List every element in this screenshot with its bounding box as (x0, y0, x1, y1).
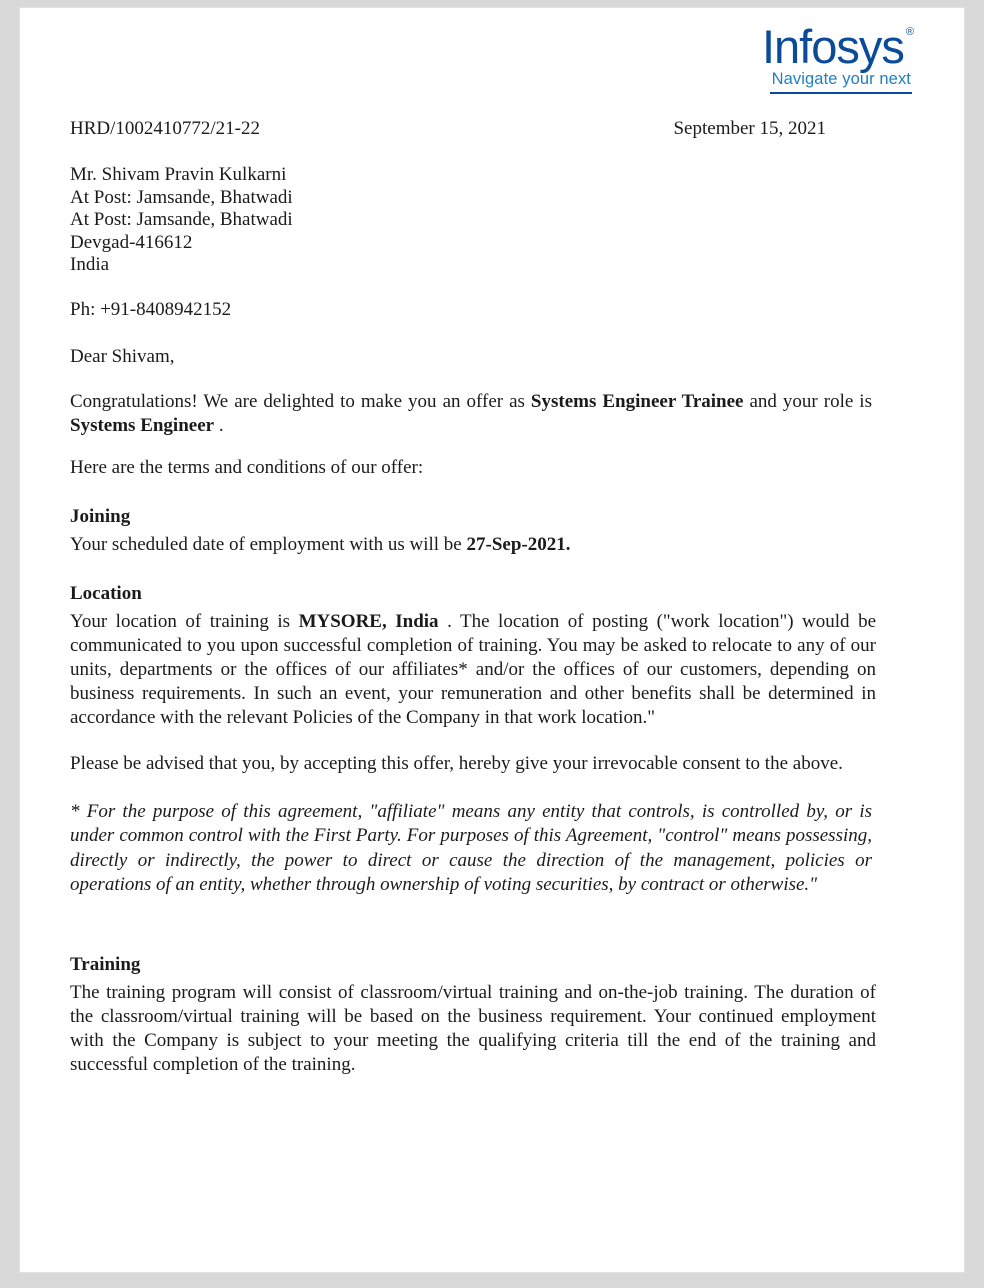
affiliate-footnote: * For the purpose of this agreement, "affiliate" means any entity that controls, is controlled by, or is under common control with the First Party. For purposes of this Agreement, "control" means possessing, directly or indirectly, the power to direct or cause the direction of the management, policies or operations of an entity, whether through ownership of voting securities, by contract or otherwise." (70, 800, 872, 895)
location-place: MYSORE, India (298, 610, 439, 632)
joining-text: Your scheduled date of employment with us will be (70, 533, 467, 555)
spacer (66, 898, 918, 928)
section-heading-location: Location (70, 582, 142, 604)
recipient-country: India (70, 254, 110, 275)
offer-role: Systems Engineer (70, 414, 215, 436)
reference-number: HRD/1002410772/21-22 (70, 118, 260, 139)
section-heading-joining: Joining (70, 505, 131, 527)
recipient-address-line-2: At Post: Jamsande, Bhatwadi (70, 209, 293, 230)
recipient-address-line-1: At Post: Jamsande, Bhatwadi (70, 186, 293, 208)
location-text-before: Your location of training is (70, 610, 299, 632)
offer-position: Systems Engineer Trainee (530, 390, 744, 412)
company-logo (66, 22, 918, 104)
logo-wrap (762, 22, 918, 94)
offer-lead-in: Congratulations! We are delighted to make you an offer as (70, 390, 531, 412)
logo-underline (770, 92, 912, 94)
section-body-joining (66, 533, 918, 557)
reference-row (66, 118, 918, 140)
section-heading-training: Training (70, 953, 141, 975)
terms-intro: Here are the terms and conditions of our offer: (70, 456, 424, 478)
document-page (20, 8, 964, 1272)
recipient-name: Mr. Shivam Pravin Kulkarni (70, 164, 287, 185)
logo-wordmark: Infosys (761, 20, 904, 73)
consent-note: Please be advised that you, by accepting this offer, hereby give your irrevocable consent to the above. (70, 752, 843, 774)
offer-middle: and your role is (743, 390, 872, 412)
joining-date: 27-Sep-2021. (466, 533, 571, 555)
offer-paragraph (66, 390, 918, 438)
recipient-phone: Ph: +91-8408942152 (70, 298, 232, 320)
registered-trademark-icon: ® (905, 25, 914, 38)
section-body-location (66, 610, 918, 730)
section-body-training: The training program will consist of classroom/virtual training and on-the-job training. The duration of the classroom/virtual training will be based on the business requirement. Your continued employment with the Company is subject to your meeting the qualifying criteria till the end of the training and successful completion of the training. (70, 981, 876, 1075)
salutation: Dear Shivam, (70, 345, 175, 367)
recipient-address-line-3: Devgad-416612 (70, 231, 193, 253)
recipient-address (66, 164, 918, 277)
letter-date: September 15, 2021 (673, 118, 826, 139)
logo-tagline: Navigate your next (771, 70, 911, 88)
location-text-after: . The location of posting ("work location") would be communicated to you upon successful completion of training. You may be asked to relocate to any of our units, departments or the offices of our affiliates* and/or the offices of our customers, depending on business requirements. In such an event, your remuneration and other benefits shall be determined in accordance with the relevant Policies of the Company in that work location." (70, 610, 877, 728)
offer-trailing: . (214, 414, 224, 436)
